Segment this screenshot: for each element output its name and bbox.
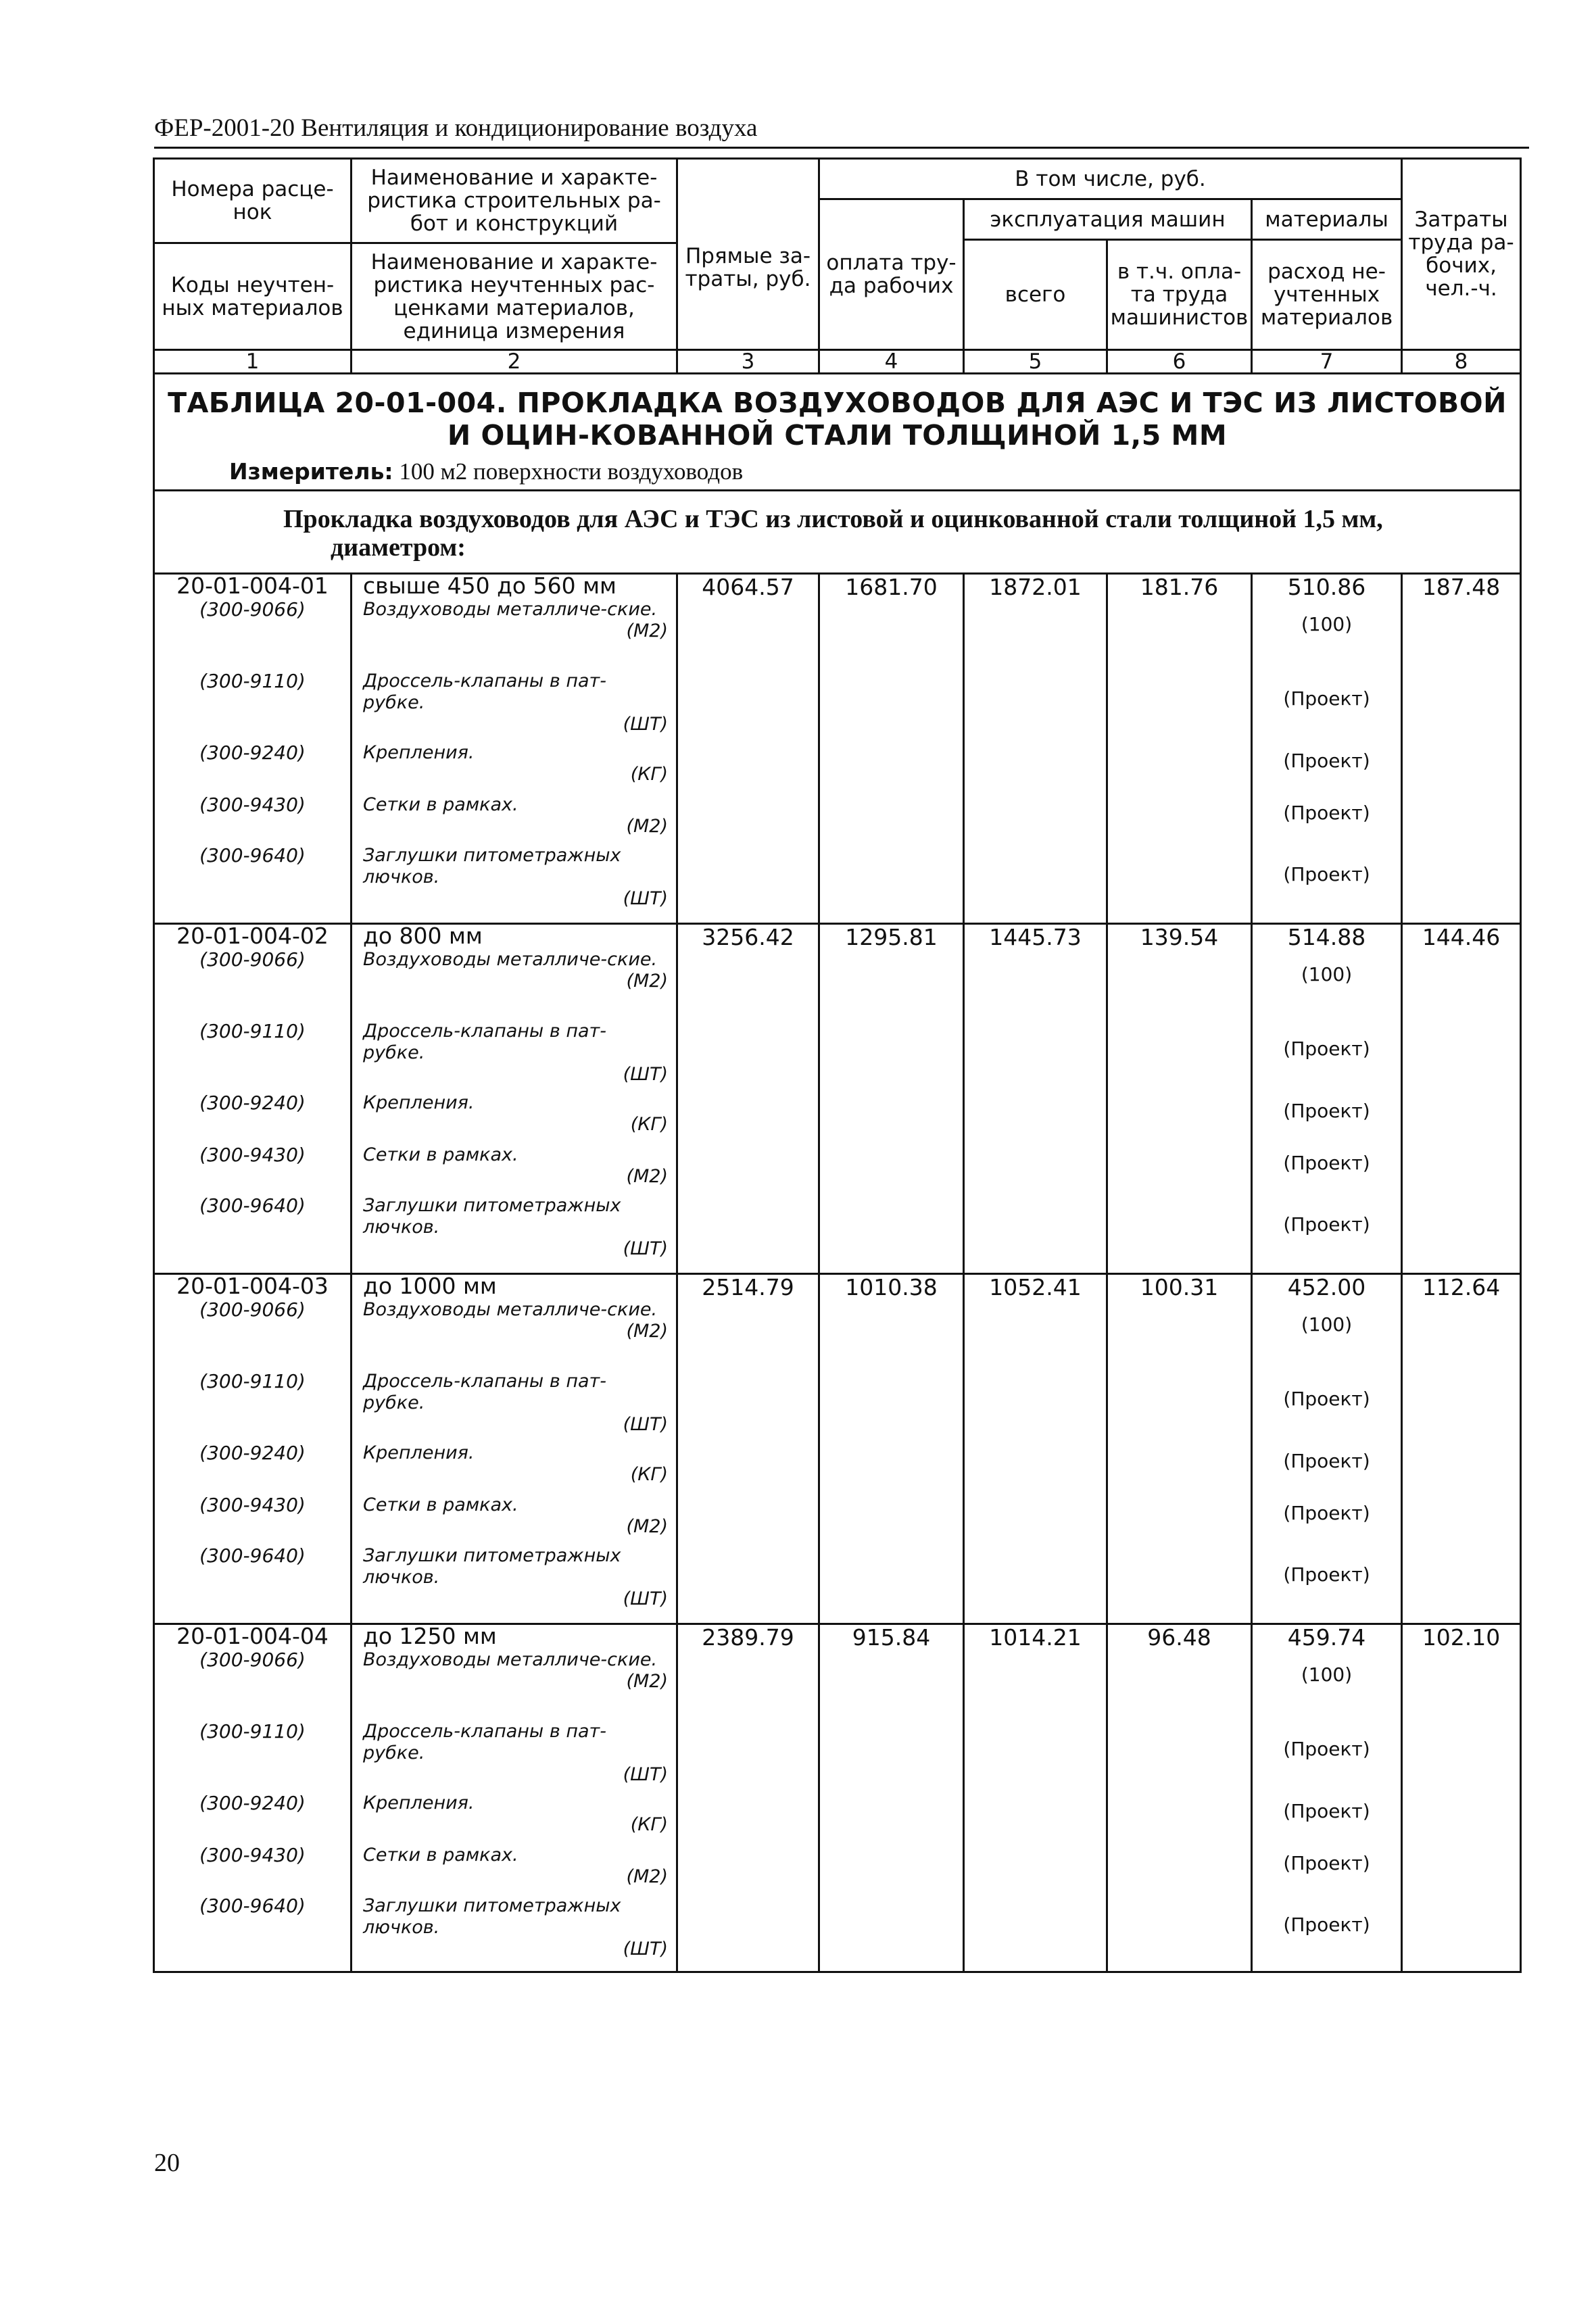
material-consumption: (Проект)	[1283, 1388, 1370, 1410]
material-consumption: (Проект)	[1283, 1450, 1370, 1472]
material-consumption: (Проект)	[1283, 1213, 1370, 1236]
material-code: (300-9240)	[199, 1792, 306, 1814]
material-item	[363, 794, 668, 837]
column-number: 7	[1252, 350, 1402, 374]
material-code: (300-9110)	[199, 1020, 306, 1042]
material-unit: (ШТ)	[623, 1064, 668, 1085]
material-name: Заглушки питометражных лючков.	[363, 1545, 621, 1588]
material-unit: (М2)	[626, 1516, 668, 1537]
running-header: ФЕР-2001-20 Вентиляция и кондиционирование воздуха	[154, 114, 1529, 149]
header-machinists-pay: в т.ч. опла-та труда машинистов	[1107, 240, 1252, 350]
material-item	[363, 1195, 668, 1260]
material-consumption: (Проект)	[1283, 1038, 1370, 1060]
section-title	[162, 505, 1513, 562]
rate-codes-cell	[154, 574, 352, 924]
rate-row	[154, 1274, 1521, 1624]
material-name: Воздуховоды металличе-ские.	[363, 1299, 658, 1320]
material-item	[363, 1845, 668, 1888]
material-unit: (М2)	[626, 816, 668, 837]
material-consumption: (Проект)	[1283, 750, 1370, 772]
labor-hours: 112.64	[1422, 1274, 1501, 1300]
header-materials: материалы	[1252, 199, 1402, 240]
material-code: (300-9110)	[199, 670, 306, 692]
material-code: (300-9066)	[199, 598, 306, 620]
material-code: (300-9240)	[199, 1442, 306, 1464]
materials-cost: 459.74	[1287, 1624, 1366, 1651]
materials-cost: 452.00	[1287, 1274, 1366, 1300]
column-number: 8	[1402, 350, 1521, 374]
material-code: (300-9110)	[199, 1370, 306, 1392]
material-unit: (ШТ)	[623, 888, 668, 909]
machines-total: 1872.01	[989, 574, 1082, 600]
material-consumption: (Проект)	[1283, 1738, 1370, 1760]
material-unit: (М2)	[626, 620, 668, 641]
rate-row	[154, 924, 1521, 1274]
material-code: (300-9240)	[199, 1092, 306, 1114]
labor-pay: 1681.70	[845, 574, 938, 600]
material-code: (300-9240)	[199, 741, 306, 764]
rate-name: до 1000 мм	[363, 1273, 497, 1299]
material-item	[363, 1721, 668, 1786]
material-unit: (КГ)	[630, 1464, 668, 1485]
header-labor-hours: Затраты труда ра-бочих, чел.-ч.	[1402, 159, 1521, 350]
header-machine-operation: эксплуатация машин	[964, 199, 1252, 240]
section-title-line-2: диаметром:	[331, 533, 466, 562]
header-machines-total: всего	[964, 240, 1107, 350]
material-item	[363, 1895, 668, 1960]
materials-cell	[1252, 574, 1402, 924]
labor-pay: 915.84	[852, 1624, 931, 1651]
material-name: Крепления.	[363, 1092, 475, 1113]
table-title: ТАБЛИЦА 20-01-004. ПРОКЛАДКА ВОЗДУХОВОДОВ ДЛЯ АЭС И ТЭС ИЗ ЛИСТОВОЙ И ОЦИН-КОВАННОЙ СТАЛИ ТОЛЩИНОЙ 1,5 ММ	[168, 387, 1507, 452]
materials-cost: 510.86	[1287, 574, 1366, 600]
material-name: Заглушки питометражных лючков.	[363, 1895, 621, 1938]
column-number: 2	[352, 350, 677, 374]
column-number: 1	[154, 350, 352, 374]
material-consumption: (Проект)	[1283, 1800, 1370, 1822]
measure-label: Измеритель:	[229, 458, 393, 485]
labor-hours: 102.10	[1422, 1624, 1501, 1651]
material-consumption: (Проект)	[1283, 1852, 1370, 1874]
material-code: (300-9640)	[199, 1544, 306, 1567]
rate-row	[154, 574, 1521, 924]
material-code: (300-9066)	[199, 1649, 306, 1671]
machinists-pay: 96.48	[1147, 1624, 1211, 1651]
material-unit: (М2)	[626, 1866, 668, 1887]
material-unit: (М2)	[626, 1671, 668, 1692]
rate-codes-cell	[154, 1624, 352, 1972]
material-name: Сетки в рамках.	[363, 1494, 518, 1515]
material-unit: (М2)	[626, 971, 668, 992]
header-rate-numbers: Номера расце-нок	[154, 159, 352, 243]
material-name: Сетки в рамках.	[363, 1845, 518, 1866]
material-name: Заглушки питометражных лючков.	[363, 1195, 621, 1238]
rate-names-cell	[352, 1274, 677, 1624]
material-item	[363, 742, 668, 785]
material-item	[363, 845, 668, 910]
material-unit: (ШТ)	[623, 1588, 668, 1609]
material-consumption: (Проект)	[1283, 802, 1370, 824]
material-name: Воздуховоды металличе-ские.	[363, 599, 658, 620]
material-item	[363, 671, 668, 735]
direct-costs: 3256.42	[702, 924, 794, 950]
rate-name: свыше 450 до 560 мм	[363, 572, 616, 599]
material-code: (300-9640)	[199, 844, 306, 867]
material-consumption: (100)	[1301, 963, 1353, 985]
material-consumption: (100)	[1301, 1663, 1353, 1686]
material-name: Крепления.	[363, 1442, 475, 1463]
material-unit: (М2)	[626, 1166, 668, 1187]
direct-costs: 2514.79	[702, 1274, 794, 1300]
material-consumption: (Проект)	[1283, 863, 1370, 885]
measure-line	[229, 458, 1513, 485]
table-title-block	[154, 374, 1521, 491]
header-work-name: Наименование и характе-ристика строительных ра-бот и конструкций	[352, 159, 677, 243]
page-number: 20	[154, 2149, 180, 2177]
column-number: 6	[1107, 350, 1252, 374]
material-code: (300-9430)	[199, 1844, 306, 1866]
material-item	[363, 949, 668, 992]
material-name: Крепления.	[363, 1793, 475, 1813]
material-name: Дроссель-клапаны в пат-рубке.	[363, 1721, 606, 1763]
material-item	[363, 1021, 668, 1086]
rate-names-cell	[352, 1624, 677, 1972]
column-numbers-row	[154, 350, 1521, 374]
material-item	[363, 599, 668, 642]
material-name: Воздуховоды металличе-ские.	[363, 1649, 658, 1670]
header-labor-pay: оплата тру-да рабочих	[819, 199, 964, 350]
material-consumption: (Проект)	[1283, 1100, 1370, 1122]
header-material-name: Наименование и характе-ристика неучтенных рас-ценками материалов, единица измерения	[352, 243, 677, 350]
machinists-pay: 100.31	[1140, 1274, 1219, 1300]
material-name: Сетки в рамках.	[363, 794, 518, 815]
machinists-pay: 181.76	[1140, 574, 1219, 600]
rate-code: 20-01-004-01	[176, 572, 329, 599]
rate-name: до 1250 мм	[363, 1623, 497, 1649]
material-code: (300-9066)	[199, 1298, 306, 1321]
materials-cell	[1252, 924, 1402, 1274]
material-code: (300-9640)	[199, 1194, 306, 1217]
material-consumption: (Проект)	[1283, 1563, 1370, 1586]
material-item	[363, 1299, 668, 1342]
machines-total: 1014.21	[989, 1624, 1082, 1651]
material-item	[363, 1092, 668, 1136]
rate-codes-cell	[154, 1274, 352, 1624]
material-unit: (КГ)	[630, 1114, 668, 1135]
column-number: 4	[819, 350, 964, 374]
material-item	[363, 1793, 668, 1836]
material-consumption: (Проект)	[1283, 687, 1370, 710]
materials-cell	[1252, 1274, 1402, 1624]
section-title-block	[154, 491, 1521, 574]
rate-code: 20-01-004-02	[176, 923, 329, 949]
material-consumption: (Проект)	[1283, 1502, 1370, 1524]
machines-total: 1445.73	[989, 924, 1082, 950]
material-consumption: (100)	[1301, 1313, 1353, 1336]
section-title-line-1: Прокладка воздуховодов для АЭС и ТЭС из листовой и оцинкованной стали толщиной 1,5 мм,	[283, 505, 1383, 533]
material-consumption: (Проект)	[1283, 1914, 1370, 1936]
material-code: (300-9640)	[199, 1895, 306, 1917]
materials-cell	[1252, 1624, 1402, 1972]
material-item	[363, 1649, 668, 1692]
labor-hours: 187.48	[1422, 574, 1501, 600]
material-code: (300-9066)	[199, 948, 306, 971]
material-unit: (КГ)	[630, 1814, 668, 1835]
header-direct-costs: Прямые за-траты, руб.	[677, 159, 819, 350]
header-material-codes: Коды неучтен-ных материалов	[154, 243, 352, 350]
material-unit: (ШТ)	[623, 714, 668, 735]
rate-names-cell	[352, 924, 677, 1274]
material-item	[363, 1371, 668, 1436]
material-unit: (ШТ)	[623, 1939, 668, 1959]
material-name: Сетки в рамках.	[363, 1144, 518, 1165]
machines-total: 1052.41	[989, 1274, 1082, 1300]
material-name: Дроссель-клапаны в пат-рубке.	[363, 1371, 606, 1413]
direct-costs: 4064.57	[702, 574, 794, 600]
material-consumption: (100)	[1301, 613, 1353, 635]
rate-codes-cell	[154, 924, 352, 1274]
rate-names-cell	[352, 574, 677, 924]
material-unit: (М2)	[626, 1321, 668, 1342]
material-code: (300-9430)	[199, 1494, 306, 1516]
labor-hours: 144.46	[1422, 924, 1501, 950]
material-code: (300-9430)	[199, 794, 306, 816]
material-item	[363, 1545, 668, 1610]
material-name: Крепления.	[363, 742, 475, 763]
rate-code: 20-01-004-04	[176, 1623, 329, 1649]
rate-code: 20-01-004-03	[176, 1273, 329, 1299]
material-unit: (ШТ)	[623, 1414, 668, 1435]
material-code: (300-9110)	[199, 1720, 306, 1743]
column-number: 5	[964, 350, 1107, 374]
measure-value: 100 м2 поверхности воздуховодов	[399, 458, 744, 485]
material-name: Дроссель-клапаны в пат-рубке.	[363, 671, 606, 713]
direct-costs: 2389.79	[702, 1624, 794, 1651]
material-item	[363, 1144, 668, 1188]
labor-pay: 1010.38	[845, 1274, 938, 1300]
price-table	[153, 157, 1522, 1973]
rate-name: до 800 мм	[363, 923, 483, 949]
material-item	[363, 1494, 668, 1538]
rate-row	[154, 1624, 1521, 1972]
material-name: Воздуховоды металличе-ские.	[363, 949, 658, 970]
material-item	[363, 1442, 668, 1486]
material-unit: (ШТ)	[623, 1764, 668, 1785]
header-including: В том числе, руб.	[819, 159, 1402, 199]
material-consumption: (Проект)	[1283, 1152, 1370, 1174]
material-unit: (ШТ)	[623, 1238, 668, 1259]
material-name: Дроссель-клапаны в пат-рубке.	[363, 1021, 606, 1063]
materials-cost: 514.88	[1287, 924, 1366, 950]
machinists-pay: 139.54	[1140, 924, 1219, 950]
labor-pay: 1295.81	[845, 924, 938, 950]
material-unit: (КГ)	[630, 764, 668, 785]
material-code: (300-9430)	[199, 1144, 306, 1166]
material-name: Заглушки питометражных лючков.	[363, 845, 621, 887]
column-number: 3	[677, 350, 819, 374]
header-material-consumption: расход не-учтенных материалов	[1252, 240, 1402, 350]
